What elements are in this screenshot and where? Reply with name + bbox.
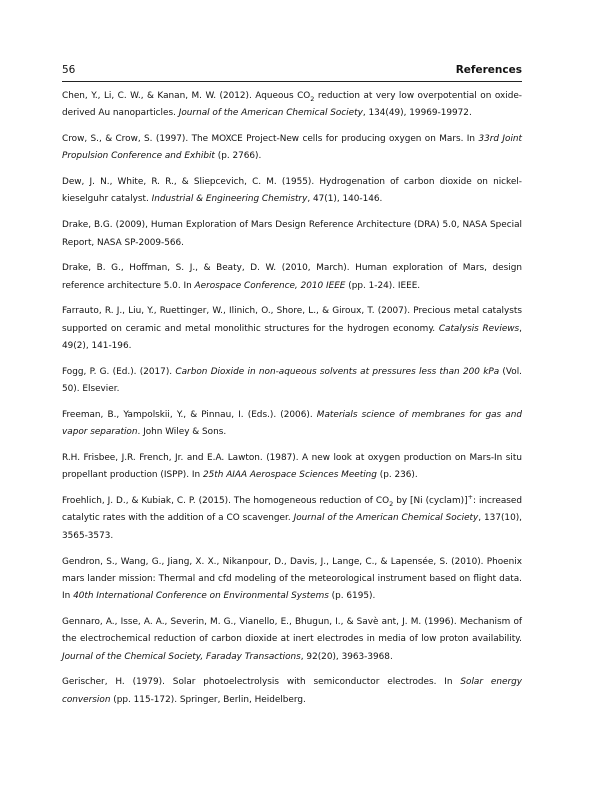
reference-text: (p. 236). (376, 470, 418, 481)
page-header (62, 64, 522, 80)
reference-entry (62, 614, 522, 666)
reference-entry (62, 554, 522, 606)
reference-text: (Vol. 50). Elsevier. (62, 366, 522, 395)
reference-text: , 137(10), 3565-3573. (62, 513, 522, 541)
reference-text: (pp. 115-172). Springer, Berlin, Heidelberg. (110, 694, 306, 705)
reference-entry (62, 450, 522, 485)
reference-entry (62, 131, 522, 166)
reference-title: Materials science of membranes for gas and vapor separation (62, 409, 522, 438)
reference-entry (62, 217, 522, 252)
reference-entry (62, 674, 522, 709)
reference-title: Carbon Dioxide in non-aqueous solvents at pressures less than 200 kPa (175, 366, 500, 377)
reference-text: Freeman, B., Yampolskii, Y., & Pinnau, I. (Eds.). (2006). (62, 409, 317, 420)
reference-text: reduction at very low overpotential on oxide-derived Au nanoparticles. (62, 91, 522, 119)
reference-entry (62, 174, 522, 209)
reference-text: 2 (389, 499, 394, 508)
reference-entry (62, 88, 522, 123)
reference-text: Drake, B. G., Hoffman, S. J., & Beaty, D. W. (2010, March). Human exploration of Mars, design reference architecture 5.0. In (62, 263, 522, 291)
reference-title: Catalysis Reviews (438, 323, 520, 334)
reference-entry (62, 407, 522, 442)
reference-text: Gendron, S., Wang, G., Jiang, X. X., Nikanpour, D., Davis, J., Lange, C., & Lapensée, S. (2010). Phoenix mars lander mission: Thermal and cfd modeling of the meteorological instrument based on flight data. In (62, 556, 522, 602)
reference-text: Drake, B.G. (2009), Human Exploration of Mars Design Reference Architecture (DRA) 5.0, NASA Special Report, NASA SP-2009-566. (62, 220, 522, 248)
reference-title: 25th AIAA Aerospace Sciences Meeting (202, 470, 377, 481)
reference-text: R.H. Frisbee, J.R. French, Jr. and E.A. Lawton. (1987). A new look at oxygen production on Mars-In situ propellant production (ISPP). In (62, 453, 522, 481)
reference-text: , 49(2), 141-196. (62, 323, 522, 352)
reference-text: Froehlich, J. D., & Kubiak, C. P. (2015). The homogeneous reduction of CO (62, 496, 390, 507)
reference-title: Journal of the Chemical Society, Faraday Transactions (62, 651, 301, 662)
reference-text: Fogg, P. G. (Ed.). (2017). (62, 366, 176, 377)
reference-text: , 134(49), 19969-19972. (362, 108, 472, 119)
reference-title: Industrial & Engineering Chemistry (151, 194, 308, 205)
reference-entry (62, 364, 522, 399)
reference-text: Dew, J. N., White, R. R., & Sliepcevich, C. M. (1955). Hydrogenation of carbon dioxide on nickel-kieselguhr catalyst. (62, 177, 522, 205)
section-title: References (455, 64, 522, 76)
reference-text: Gennaro, A., Isse, A. A., Severin, M. G., Vianello, E., Bhugun, I., & Savè ant, J. M. (1996). Mechanism of the electrochemical reduction of carbon dioxide at inert electrodes in media of low proton availability. (62, 616, 522, 645)
reference-text: (p. 2766). (214, 151, 262, 162)
reference-text: Crow, S., & Crow, S. (1997). The MOXCE Project-New cells for producing oxygen on Mars. In (62, 134, 479, 145)
reference-text: + (467, 493, 473, 502)
reference-text: (pp. 1-24). IEEE. (345, 280, 421, 291)
reference-text: Gerischer, H. (1979). Solar photoelectrolysis with semiconductor electrodes. In (62, 677, 461, 688)
reference-title: Solar energy conversion (62, 677, 522, 705)
reference-text: , 47(1), 140-146. (307, 194, 383, 205)
reference-title: 40th International Conference on Environmental Systems (73, 591, 329, 602)
reference-title: Aerospace Conference, 2010 IEEE (194, 280, 346, 291)
reference-text: Farrauto, R. J., Liu, Y., Ruettinger, W., Ilinich, O., Shore, L., & Giroux, T. (2007). Precious metal catalysts supported on ceramic and metal monolithic structures for the hydrogen economy. (62, 306, 522, 334)
header-rule (62, 81, 522, 82)
reference-text: Chen, Y., Li, C. W., & Kanan, M. W. (2012). Aqueous CO (62, 91, 311, 101)
reference-list (62, 88, 522, 717)
reference-title: Journal of the American Chemical Society (178, 108, 363, 119)
reference-text: . John Wiley & Sons. (137, 427, 227, 438)
reference-entry (62, 493, 522, 545)
reference-text: (p. 6195). (328, 591, 376, 602)
reference-text: 2 (310, 94, 315, 103)
reference-title: 33rd Joint Propulsion Conference and Exhibit (62, 134, 523, 162)
reference-entry (62, 303, 522, 355)
reference-entry (62, 260, 522, 295)
reference-text: , 92(20), 3963-3968. (300, 651, 393, 662)
reference-title: Journal of the American Chemical Society (293, 513, 479, 524)
reference-text: by [Ni (cyclam)] (393, 496, 468, 507)
reference-text: : increased catalytic rates with the addition of a CO scavenger. (62, 496, 522, 524)
page-number: 56 (62, 64, 76, 76)
